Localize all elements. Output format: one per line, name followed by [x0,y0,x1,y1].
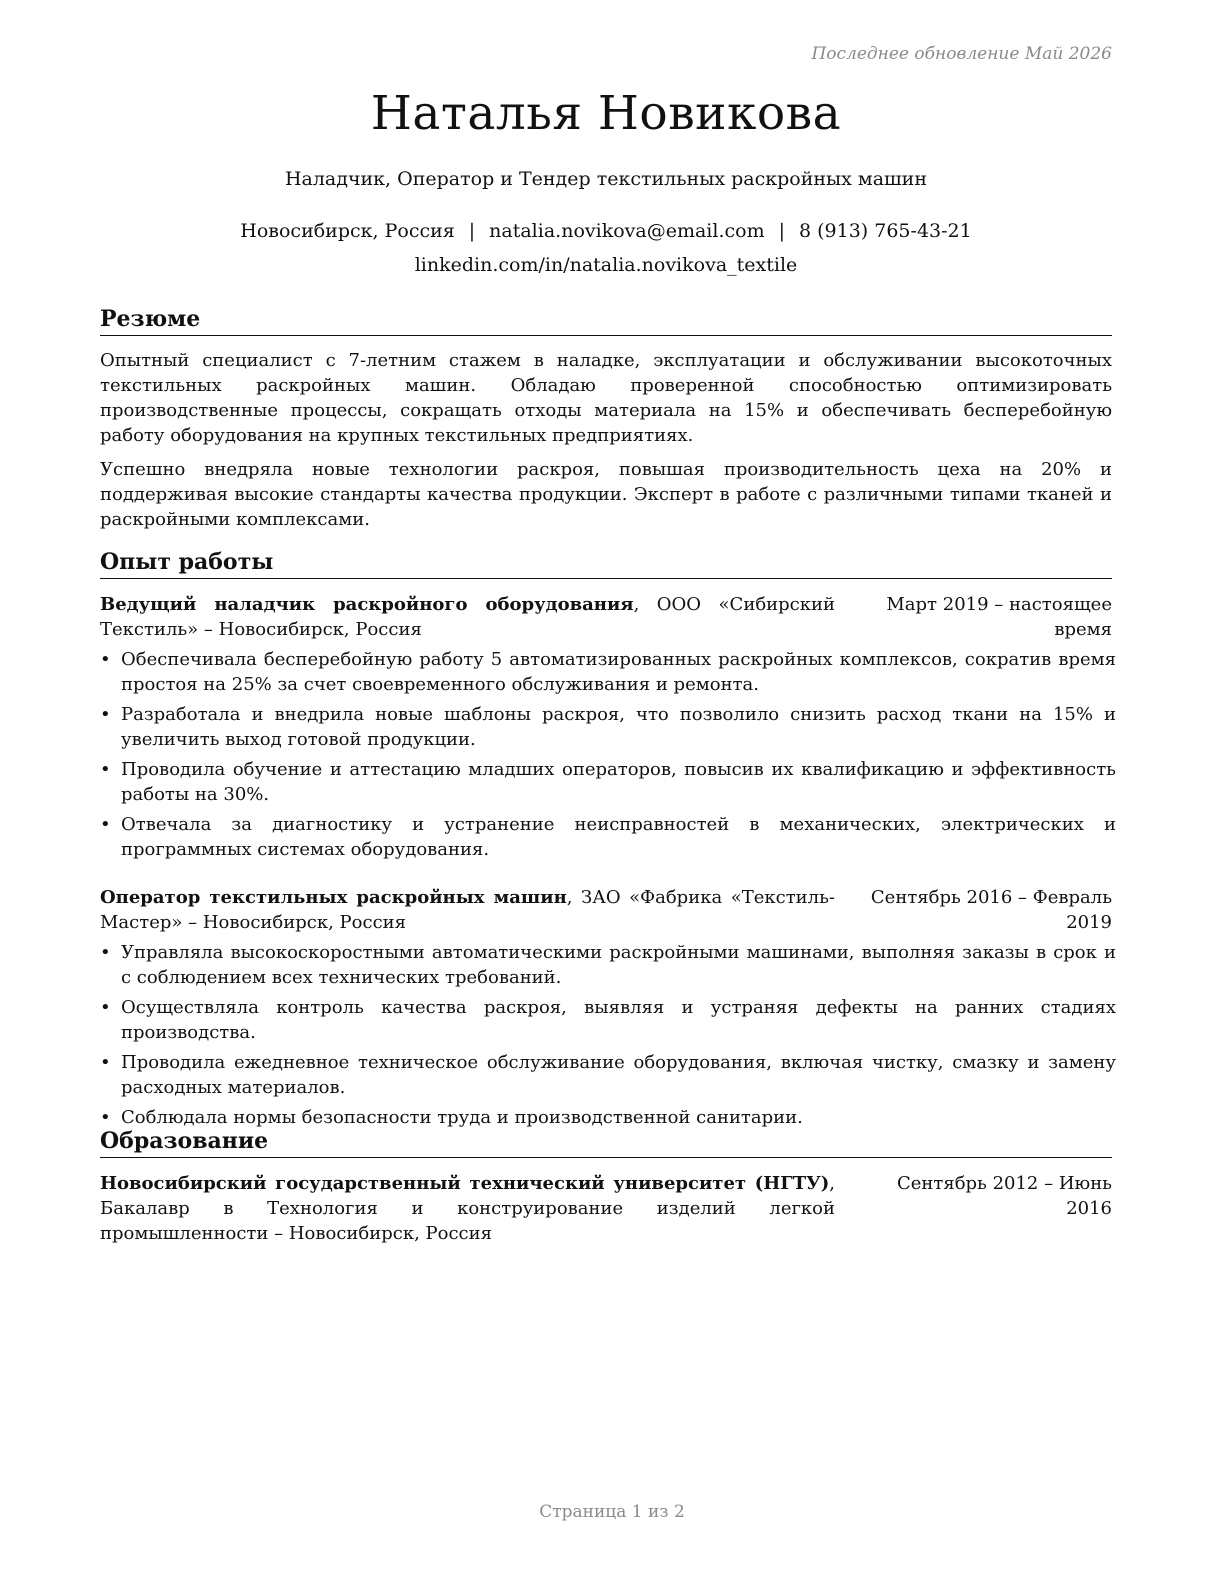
section-summary-title: Резюме [100,305,1112,336]
education-degree: , Бакалавр в Технология и конструирование изделий легкой промышленности – Новосибирск, Россия [100,1173,835,1244]
separator: | [468,220,476,242]
job-company: , ООО «Сибирский Текстиль» – Новосибирск, Россия [100,594,835,640]
list-item: • Разработала и внедрила новые шаблоны раскроя, что позволило снизить расход ткани на 15% и увеличить выход готовой продукции. [100,702,1116,752]
linkedin-link[interactable]: linkedin.com/in/natalia.novikova_textile [414,254,798,276]
job-title [100,885,835,935]
education-institution: Новосибирский государственный технический университет (НГТУ) [100,1173,830,1194]
job-position: Оператор текстильных раскройных машин [100,887,567,908]
job-subtitle: Наладчик, Оператор и Тендер текстильных раскройных машин [284,168,928,190]
job-position: Ведущий наладчик раскройного оборудования [100,594,634,615]
job-header [100,592,1112,642]
summary-paragraph: Успешно внедряла новые технологии раскроя, повышая производительность цеха на 20% и поддерживая высокие стандарты качества продукции. Эксперт в работе с различными типами тканей и раскройными комплексами. [100,459,1112,530]
page-number: Страница 1 из 2 [539,1502,685,1522]
section-education-title: Образование [100,1127,1112,1158]
person-name: Наталья Новикова [370,86,842,141]
education-dates: Сентябрь 2012 – Июнь 2016 [896,1173,1112,1219]
email-link[interactable]: natalia.novikova@email.com [489,220,765,242]
list-item: • Осуществляла контроль качества раскроя, выявляя и устраняя дефекты на ранних стадиях производства. [100,995,1116,1045]
job-dates: Сентябрь 2016 – Февраль 2019 [870,887,1112,933]
phone: 8 (913) 765-43-21 [799,220,972,242]
separator: | [778,220,785,242]
education-entry [100,1171,1112,1246]
list-item: • Управляла высокоскоростными автоматическими раскройными машинами, выполняя заказы в срок и с соблюдением всех технических требований. [100,940,1116,990]
job-company: , ЗАО «Фабрика «Текстиль-Мастер» – Новосибирск, Россия [100,887,835,933]
education-title [100,1171,835,1246]
city: Новосибирск, Россия [240,220,455,242]
list-item: • Отвечала за диагностику и устранение неисправностей в механических, электрических и программных системах оборудования. [100,812,1116,862]
list-item: • Проводила обучение и аттестацию младших операторов, повысив их квалификацию и эффективность работы на 30%. [100,757,1116,807]
job-bullets [100,647,1116,867]
job-title [100,592,835,642]
job-dates: Март 2019 – настоящее время [886,594,1112,640]
section-experience-title: Опыт работы [100,548,1112,579]
list-item: • Проводила ежедневное техническое обслуживание оборудования, включая чистку, смазку и замену расходных материалов. [100,1050,1116,1100]
summary-paragraph: Опытный специалист с 7-летним стажем в наладке, эксплуатации и обслуживании высокоточных текстильных раскройных машин. Обладаю проверенной способностью оптимизировать производственные процессы, сокращать отходы материала на 15% и обеспечивать бесперебойную работу оборудования на крупных текстильных предприятиях. [100,350,1112,446]
last-updated: Последнее обновление Май 2026 [811,44,1112,64]
list-item: • Обеспечивала бесперебойную работу 5 автоматизированных раскройных комплексов, сократив время простоя на 25% за счет своевременного обслуживания и ремонта. [100,647,1116,697]
job-bullets [100,940,1116,1135]
contact-line [100,220,1112,242]
list-item: • Соблюдала нормы безопасности труда и производственной санитарии. [100,1105,1116,1130]
job-header [100,885,1112,935]
